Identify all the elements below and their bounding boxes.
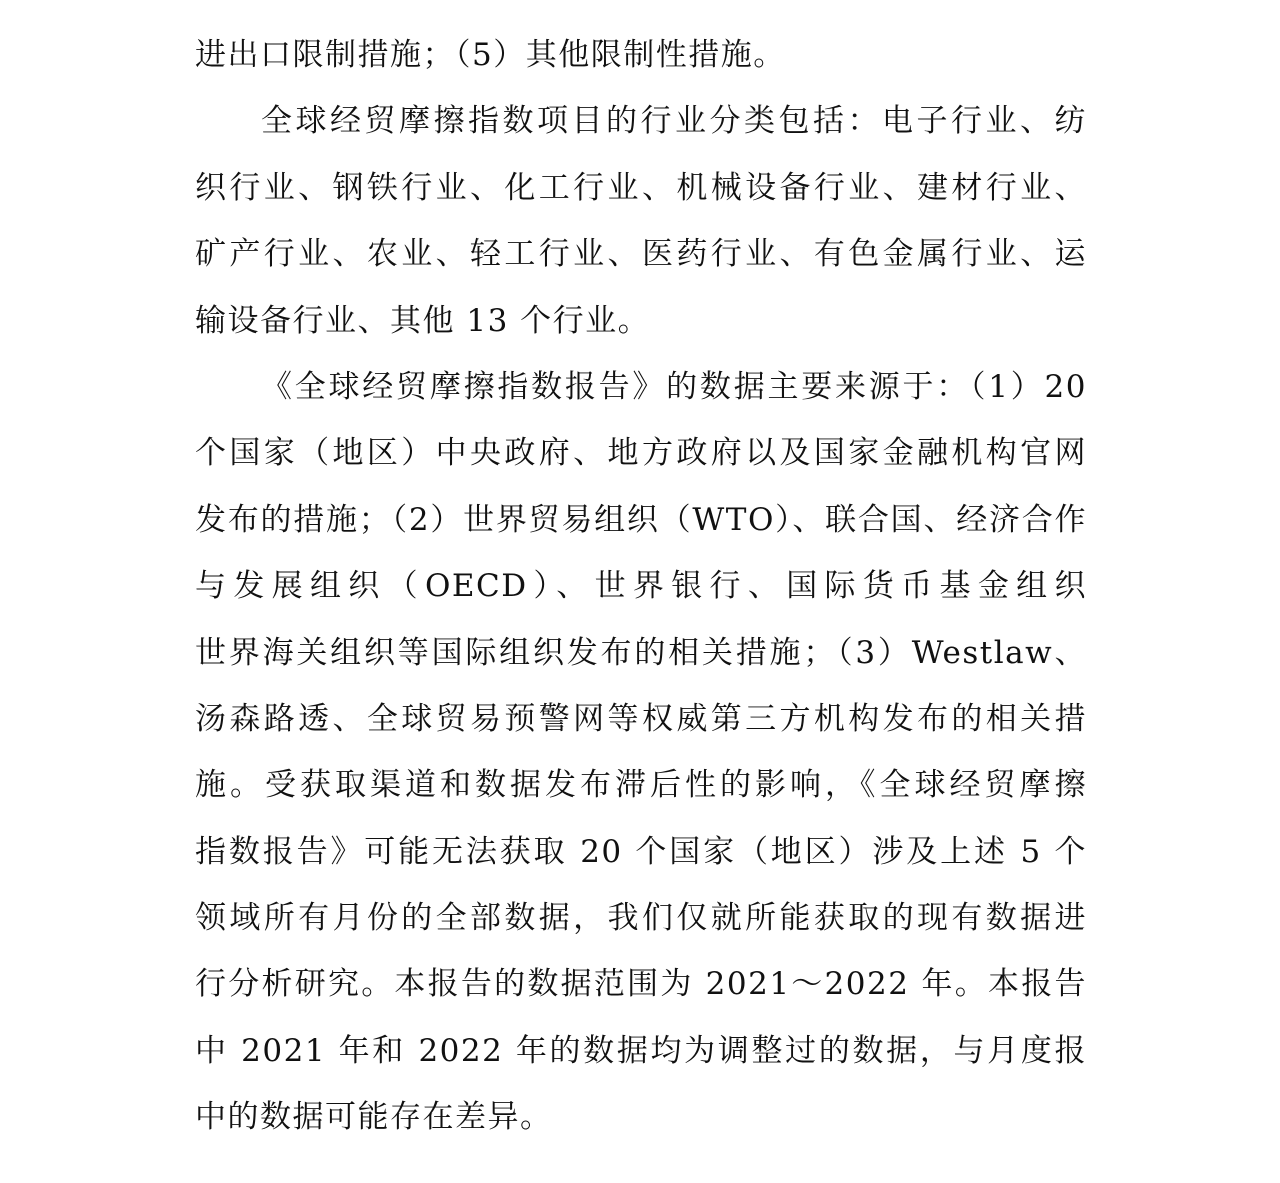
body-text — [195, 22, 1087, 1151]
text-line: 矿产行业、农业、轻工行业、医药行业、有色金属行业、运 — [195, 236, 1087, 273]
text-line: 织行业、钢铁行业、化工行业、机械设备行业、建材行业、 — [195, 169, 1087, 206]
text-line: 世界海关组织等国际组织发布的相关措施；（3）Westlaw、 — [195, 634, 1087, 671]
text-line: 行分析研究。本报告的数据范围为 2021～2022 年。本报告 — [195, 966, 1087, 1003]
text-line: 指数报告》可能无法获取 20 个国家（地区）涉及上述 5 个 — [195, 833, 1087, 870]
text-line: 领域所有月份的全部数据，我们仅就所能获取的现有数据进 — [195, 900, 1087, 937]
text-line: 《全球经贸摩擦指数报告》的数据主要来源于：（1）20 — [261, 368, 1087, 405]
text-line: 中的数据可能存在差异。 — [195, 1099, 553, 1136]
text-line: 与发展组织（OECD）、世界银行、国际货币基金组织 — [195, 568, 1087, 605]
text-line: 进出口限制措施；（5）其他限制性措施。 — [195, 37, 786, 73]
text-line: 发布的措施；（2）世界贸易组织（WTO）、联合国、经济合作 — [195, 501, 1087, 538]
text-line: 个国家（地区）中央政府、地方政府以及国家金融机构官网 — [195, 435, 1087, 472]
text-line: 输设备行业、其他 13 个行业。 — [195, 302, 651, 339]
text-line: 施。受获取渠道和数据发布滞后性的影响，《全球经贸摩擦 — [195, 767, 1087, 804]
text-line: 中 2021 年和 2022 年的数据均为调整过的数据，与月度报 — [195, 1032, 1087, 1069]
text-line: 全球经贸摩擦指数项目的行业分类包括：电子行业、纺 — [261, 103, 1087, 140]
text-line: 汤森路透、全球贸易预警网等权威第三方机构发布的相关措 — [195, 700, 1087, 737]
